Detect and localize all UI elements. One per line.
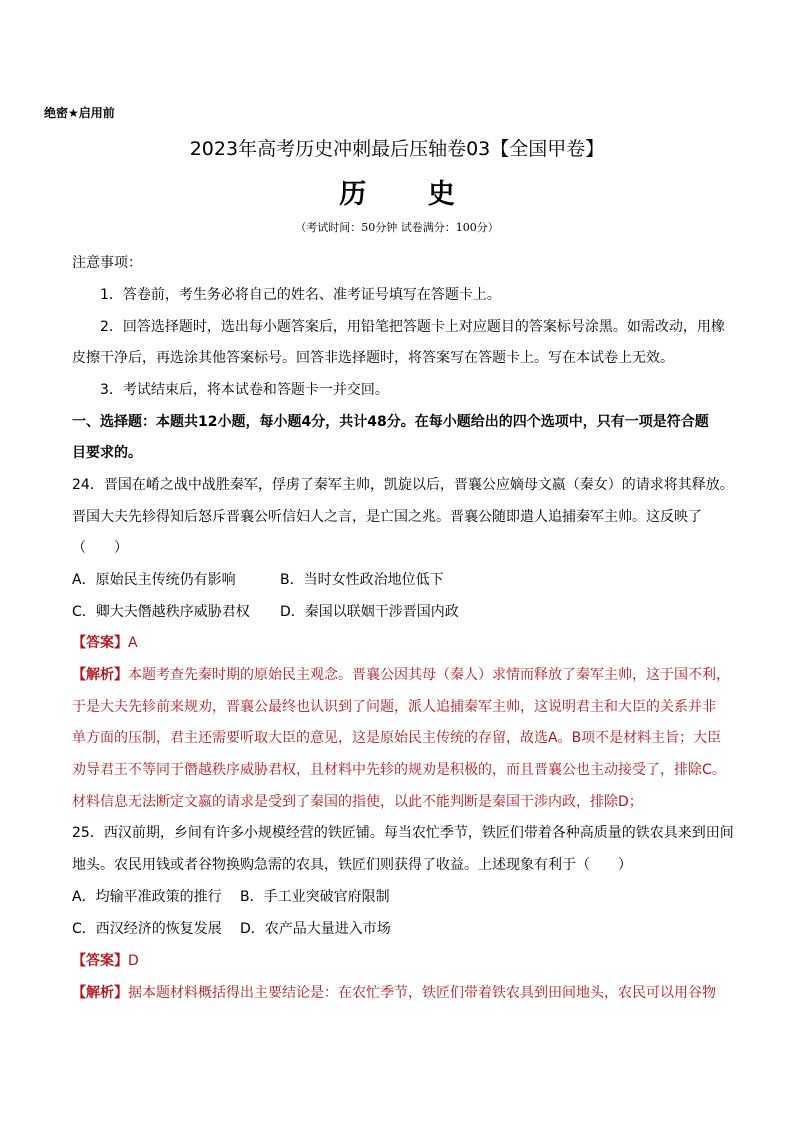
notice-item-1: 1．答卷前，考生务必将自己的姓名、准考证号填写在答题卡上。 [100, 287, 501, 303]
subject-title: 历 史 [339, 179, 481, 210]
exam-title: 2023年高考历史冲刺最后压轴卷03【全国甲卷】 [189, 138, 605, 160]
q25-option-a: A．均输平准政策的推行 [72, 889, 222, 905]
q24-answer-value: A [128, 635, 138, 651]
q24-analysis-line-5: 材料信息无法断定文嬴的请求是受到了秦国的指使，以此不能判断是秦国干涉内政，排除D； [72, 794, 643, 810]
q25-analysis-text-1: 据本题材料概括得出主要结论是：在农忙季节，铁匠们带着铁农具到田间地头，农民可以用谷物 [128, 985, 716, 1001]
q24-stem-line-1: 24．晋国在崤之战中战胜秦军，俘虏了秦军主帅，凯旋以后，晋襄公应嫡母文嬴（秦女）的请求将其释放。 [72, 477, 734, 493]
q25-option-b: B．手工业突破官府限制 [240, 889, 390, 905]
q24-option-d: D．秦国以联姻干涉晋国内政 [280, 604, 459, 620]
q24-answer-label: 【答案】 [72, 635, 128, 651]
notice-item-2-line-2: 皮擦干净后，再选涂其他答案标号。回答非选择题时，将答案写在答题卡上。写在本试卷上无效。 [72, 350, 674, 366]
q25-answer-value: D [128, 953, 139, 969]
q24-option-b: B．当时女性政治地位低下 [280, 572, 444, 588]
q25-answer-label: 【答案】 [72, 953, 128, 969]
q24-analysis-text-1: 本题考查先秦时期的原始民主观念。晋襄公因其母（秦人）求情而释放了秦军主帅，这于国不利， [128, 667, 730, 683]
section-heading-line-1: 一、选择题：本题共12小题，每小题4分，共计48分。在每小题给出的四个选项中，只有一项是符合题 [72, 414, 709, 430]
q24-analysis-line-4: 劝导君王不等同于僭越秩序威胁君权，且材料中先轸的规劝是积极的，而且晋襄公也主动接受了，排除C。 [72, 762, 726, 778]
notice-item-3: 3．考试结束后，将本试卷和答题卡一并交回。 [100, 382, 389, 398]
q24-answer [72, 632, 138, 652]
q25-option-d: D．农产品大量进入市场 [240, 921, 391, 937]
notice-item-2-line-1: 2．回答选择题时，选出每小题答案后，用铅笔把答题卡上对应题目的答案标号涂黑。如需改动，用橡 [100, 319, 725, 335]
q24-analysis-line-1 [72, 664, 730, 684]
q24-analysis-label: 【解析】 [72, 667, 128, 683]
q24-stem-line-3: （ ） [72, 540, 128, 556]
exam-info: （考试时间：50分钟 试卷满分：100分） [295, 221, 499, 234]
q25-analysis-line-1 [72, 982, 716, 1002]
q25-stem-line-1: 25．西汉前期，乡间有许多小规模经营的铁匠铺。每当农忙季节，铁匠们带着各种高质量的铁农具来到田间 [72, 825, 734, 841]
q24-analysis-line-2: 于是大夫先轸前来规劝，晋襄公最终也认识到了问题，派人追捕秦军主帅，这说明君主和大臣的关系并非 [72, 699, 716, 715]
secret-mark: 绝密★启用前 [44, 106, 115, 120]
q24-stem-line-2: 晋国大夫先轸得知后怒斥晋襄公听信妇人之言，是亡国之兆。晋襄公随即遣人追捕秦军主帅。这反映了 [72, 509, 702, 525]
q24-option-a: A．原始民主传统仍有影响 [72, 572, 236, 588]
section-heading-line-2: 目要求的。 [72, 445, 142, 461]
notice-heading: 注意事项： [72, 255, 142, 271]
q24-analysis-line-3: 单方面的压制，君主还需要听取大臣的意见，这是原始民主传统的存留，故选A。B项不是材料主旨；大臣 [72, 730, 722, 746]
q25-option-c: C．西汉经济的恢复发展 [72, 921, 222, 937]
q25-analysis-label: 【解析】 [72, 985, 128, 1001]
q24-option-c: C．卿大夫僭越秩序威胁君权 [72, 604, 250, 620]
q25-answer [72, 950, 139, 970]
q25-stem-line-2: 地头。农民用钱或者谷物换购急需的农具，铁匠们则获得了收益。上述现象有利于（ ） [72, 857, 632, 873]
